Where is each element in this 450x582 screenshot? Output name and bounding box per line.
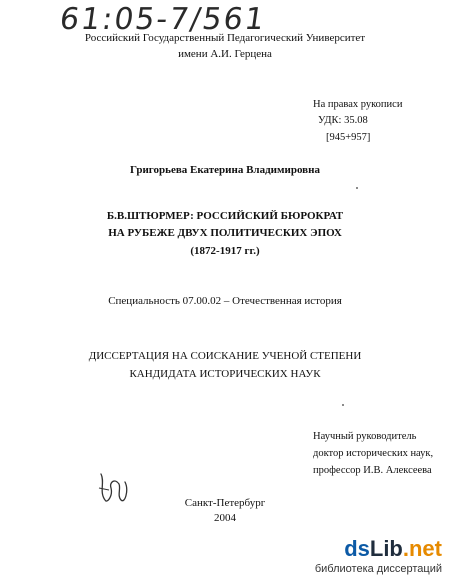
scan-dot bbox=[342, 404, 344, 406]
author-name: Григорьева Екатерина Владимировна bbox=[130, 164, 320, 176]
dslib-subtitle: библиотека диссертаций bbox=[314, 563, 442, 575]
title-line-2: НА РУБЕЖЕ ДВУХ ПОЛИТИЧЕСКИХ ЭПОХ bbox=[108, 227, 342, 239]
supervisor-title: Научный руководитель bbox=[313, 431, 417, 442]
title-line-3: (1872-1917 гг.) bbox=[190, 245, 260, 257]
supervisor-degree: доктор исторических наук, bbox=[313, 448, 434, 459]
university-name: Российский Государственный Педагогический Университет bbox=[84, 32, 366, 44]
university-named-after: имени А.И. Герцена bbox=[178, 48, 272, 60]
title-line-1: Б.В.ШТЮРМЕР: РОССИЙСКИЙ БЮРОКРАТ bbox=[106, 210, 344, 222]
year: 2004 bbox=[214, 512, 236, 524]
dslib-watermark[interactable] bbox=[300, 530, 450, 582]
archive-stamp: 61:05-7/561 bbox=[57, 2, 269, 37]
supervisor-name: профессор И.В. Алексеева bbox=[313, 465, 432, 476]
classification-code: [945+957] bbox=[326, 132, 371, 143]
degree-line-1: ДИССЕРТАЦИЯ НА СОИСКАНИЕ УЧЕНОЙ СТЕПЕНИ bbox=[88, 350, 362, 362]
dslib-logo: dsLib.net bbox=[344, 536, 442, 561]
udk-code: УДК: 35.08 bbox=[318, 115, 368, 126]
degree-line-2: КАНДИДАТА ИСТОРИЧЕСКИХ НАУК bbox=[129, 368, 321, 380]
city: Санкт-Петербург bbox=[184, 497, 266, 509]
specialty: Специальность 07.00.02 – Отечественная история bbox=[108, 295, 342, 307]
scan-dot bbox=[356, 187, 358, 189]
rights-manuscript: На правах рукописи bbox=[313, 99, 403, 110]
